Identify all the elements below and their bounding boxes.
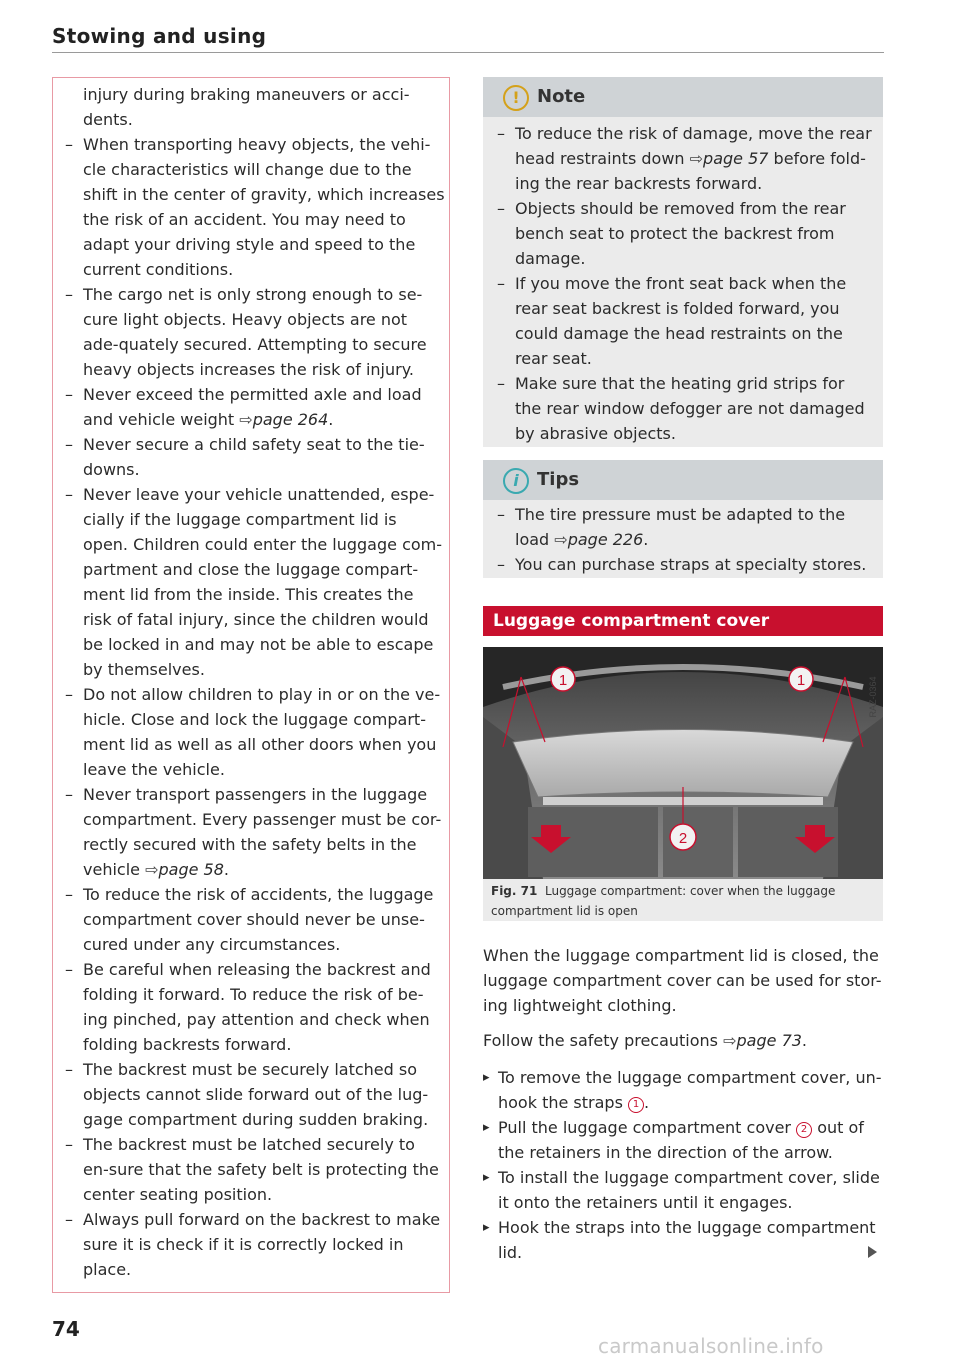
header-rule <box>52 52 884 53</box>
callout-ref-1: 1 <box>628 1097 644 1113</box>
note-item: – To reduce the risk of damage, move the rear head restraints down ⇨page 57 before fold-ing the rear backrests forward. <box>493 121 873 196</box>
body-paragraph: Follow the safety precautions ⇨page 73. <box>483 1031 808 1050</box>
warning-continuation: injury during braking maneuvers or acci-dents. <box>83 85 410 129</box>
page-ref-link[interactable]: page 73 <box>736 1031 802 1050</box>
note-box <box>483 77 883 447</box>
callout-ref-2: 2 <box>796 1122 812 1138</box>
step-item: ▸ To install the luggage compartment cover, slide it onto the retainers until it engages. <box>483 1165 883 1215</box>
page-ref-link[interactable]: page 264 <box>252 410 329 429</box>
warning-box <box>52 77 450 1293</box>
note-item: – If you move the front seat back when the rear seat backrest is folded forward, you could damage the head restraints on the rear seat. <box>493 271 873 371</box>
warning-item: – Never exceed the permitted axle and load and vehicle weight ⇨page 264. <box>61 382 445 432</box>
luggage-cover-illustration <box>483 647 883 879</box>
page-ref-link[interactable]: page 58 <box>158 860 224 879</box>
warning-item: – Be careful when releasing the backrest and folding it forward. To reduce the risk of be-ing pinched, pay attention and check when folding backrests forward. <box>61 957 445 1057</box>
warning-item: – Always pull forward on the backrest to make sure it is check if it is correctly locked in place. <box>61 1207 445 1282</box>
arrow-ref-icon: ⇨ <box>145 860 159 879</box>
arrow-ref-icon: ⇨ <box>239 410 253 429</box>
note-title: Note <box>537 86 586 107</box>
tips-item: – The tire pressure must be adapted to the load ⇨page 226. <box>493 502 873 552</box>
page-number: 74 <box>52 1317 80 1341</box>
warning-item: – The backrest must be securely latched so objects cannot slide forward out of the lug-gage compartment during sudden braking. <box>61 1057 445 1132</box>
warning-item: – Do not allow children to play in or on the ve-hicle. Close and lock the luggage compart-ment lid as well as all other doors when you leave the vehicle. <box>61 682 445 782</box>
tips-list <box>493 502 873 577</box>
warning-item: – The backrest must be latched securely to en-sure that the safety belt is protecting the center seating position. <box>61 1132 445 1207</box>
figure-code: RAZ-0364 <box>868 676 878 718</box>
arrow-ref-icon: ⇨ <box>554 530 568 549</box>
warning-item: – Never transport passengers in the luggage compartment. Every passenger must be cor-rectly secured with the safety belts in the vehicle ⇨page 58. <box>61 782 445 882</box>
warning-item: – The cargo net is only strong enough to se-cure light objects. Heavy objects are not ade-quately secured. Attempting to secure heavy objects increases the risk of injury. <box>61 282 445 382</box>
warning-list <box>61 132 445 1282</box>
warning-item: – Never secure a child safety seat to the tie-downs. <box>61 432 445 482</box>
arrow-ref-icon: ⇨ <box>723 1031 737 1050</box>
body-paragraph: When the luggage compartment lid is closed, the luggage compartment cover can be used for stor-ing lightweight clothing. <box>483 946 882 1015</box>
tips-header <box>483 460 883 500</box>
callout-1-left-label: 1 <box>558 672 568 689</box>
info-icon: i <box>503 468 529 494</box>
step-item: ▸ To remove the luggage compartment cover, un-hook the straps 1 . <box>483 1065 883 1115</box>
figure-caption: Fig. 71 Luggage compartment: cover when the luggage compartment lid is open <box>491 884 836 918</box>
continue-arrow-icon <box>868 1246 877 1258</box>
step-item: ▸ Hook the straps into the luggage compartment lid. <box>483 1215 883 1265</box>
exclamation-icon: ! <box>503 85 529 111</box>
note-header <box>483 77 883 117</box>
warning-item: – To reduce the risk of accidents, the luggage compartment cover should never be unse-cured under any circumstances. <box>61 882 445 957</box>
step-list <box>483 1065 883 1265</box>
page-ref-link[interactable]: page 57 <box>703 149 769 168</box>
warning-item: – When transporting heavy objects, the vehi-cle characteristics will change due to the shift in the center of gravity, which increases the risk of an accident. You may need to adapt your driving style and speed to the current conditions. <box>61 132 445 282</box>
callout-2-label: 2 <box>678 830 688 847</box>
warning-item: – Never leave your vehicle unattended, espe-cially if the luggage compartment lid is open. Children could enter the luggage com-partment and close the luggage compart-ment lid from the inside. This creates the risk of fatal injury, since the children would be locked in and may not be able to escape by themselves. <box>61 482 445 682</box>
page-ref-link[interactable]: page 226 <box>567 530 644 549</box>
arrow-ref-icon: ⇨ <box>689 149 704 168</box>
note-list <box>493 121 873 446</box>
step-item: ▸ Pull the luggage compartment cover 2 out of the retainers in the direction of the arrow. <box>483 1115 883 1165</box>
section-banner: Luggage compartment cover <box>483 606 883 636</box>
watermark: carmanualsonline.info <box>598 1334 824 1358</box>
tips-box <box>483 460 883 578</box>
section-header: Stowing and using <box>52 24 267 48</box>
tips-item: – You can purchase straps at specialty stores. <box>493 552 873 577</box>
note-item: – Objects should be removed from the rear bench seat to protect the backrest from damage. <box>493 196 873 271</box>
callout-1-right-label: 1 <box>796 672 806 689</box>
tips-title: Tips <box>537 469 580 490</box>
note-item: – Make sure that the heating grid strips for the rear window defogger are not damaged by abrasive objects. <box>493 371 873 446</box>
figure-71 <box>483 647 883 921</box>
